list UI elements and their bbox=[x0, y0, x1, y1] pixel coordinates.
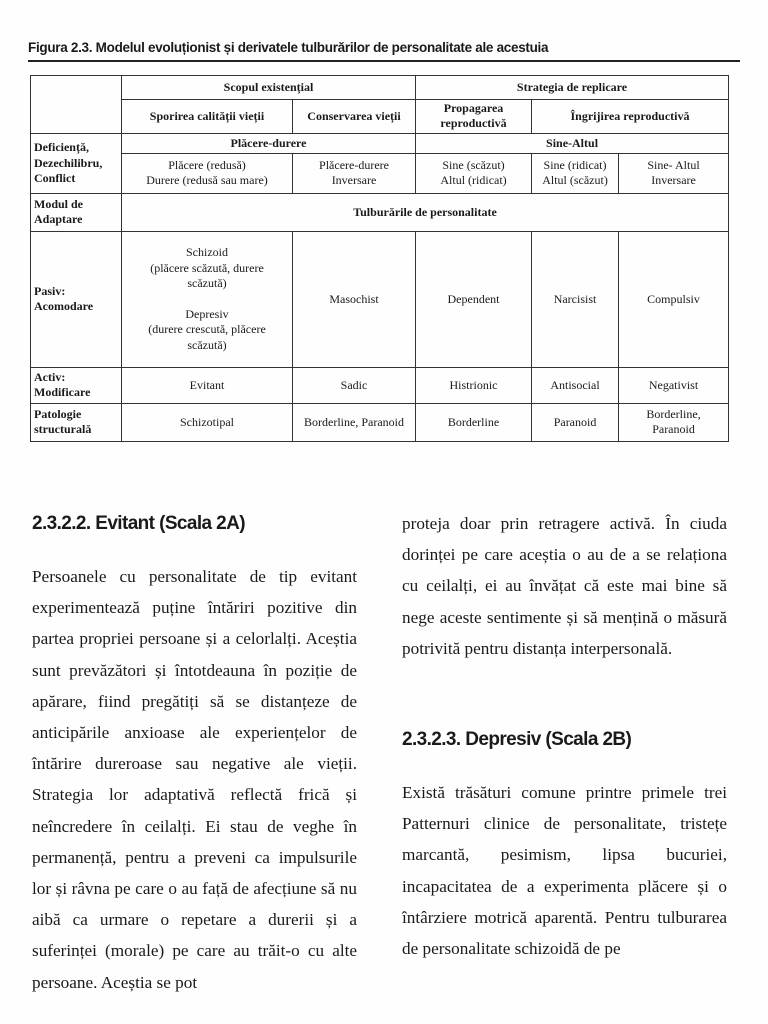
row-label-activ: Activ: Modificare bbox=[31, 367, 122, 403]
cell-pasiv-2: Masochist bbox=[293, 231, 416, 367]
subheader-sporirea: Sporirea calității vieții bbox=[122, 100, 293, 134]
cell-deficienta-4: Sine (ridicat) Altul (scăzut) bbox=[532, 153, 619, 193]
right-column bbox=[402, 508, 727, 964]
row-label-deficienta: Deficiență, Dezechilibru, Conflict bbox=[31, 133, 122, 193]
cell-activ-4: Antisocial bbox=[532, 367, 619, 403]
cell-patologie-2: Borderline, Paranoid bbox=[293, 403, 416, 441]
cell-activ-5: Negativist bbox=[619, 367, 729, 403]
group-placere-durere: Plăcere-durere bbox=[122, 133, 416, 153]
cell-deficienta-3: Sine (scăzut) Altul (ridicat) bbox=[416, 153, 532, 193]
evolutionary-model-table bbox=[30, 75, 729, 442]
span-tulburarile: Tulburările de personalitate bbox=[122, 193, 729, 231]
cell-patologie-3: Borderline bbox=[416, 403, 532, 441]
paragraph-evitant-continuation: proteja doar prin retragere activă. În ciuda dorinței pe care aceștia o au de a se relaționa cu ceilalți, ei au învățat că este mai bine să nege aceste sentimente și să mențină o măsură potrivită pentru distanța interpersonală. bbox=[402, 514, 727, 658]
header-scopul-existential: Scopul existențial bbox=[122, 76, 416, 100]
cell-pasiv-4: Narcisist bbox=[532, 231, 619, 367]
subheader-propagarea: Propagarea reproductivă bbox=[416, 100, 532, 134]
cell-pasiv-3: Dependent bbox=[416, 231, 532, 367]
cell-pasiv-1: Schizoid (plăcere scăzută, durere scăzută) Depresiv (durere crescută, plăcere scăzută) bbox=[122, 231, 293, 367]
subheader-conservarea: Conservarea vieții bbox=[293, 100, 416, 134]
paragraph-evitant: Persoanele cu personalitate de tip evitant experimentează puține întăriri pozitive din partea propriei persoane și a celorlalți. Aceștia sunt prevăzători și întotdeauna în poziție de apărare, fiind pregătiți să se distanțeze de anticipările anxioase ale experiențelor de întărire dureroase sau negative ale vieții. Strategia lor adaptativă reflectă frică și neîncredere în ceilalți. Ei stau de veghe în permanență, pentru a preveni ca impulsurile lor și râvna pe care o au față de afecțiune să nu aibă ca urmare o repetare a durerii și a suferinței (morale) pe care au trăit-o cu alte persoane. Aceștia se pot bbox=[32, 567, 357, 992]
cell-activ-3: Histrionic bbox=[416, 367, 532, 403]
section-heading-evitant: 2.3.2.2. Evitant (Scala 2A) bbox=[32, 513, 245, 534]
cell-deficienta-5: Sine- Altul Inversare bbox=[619, 153, 729, 193]
cell-activ-1: Evitant bbox=[122, 367, 293, 403]
paragraph-depresiv: Există trăsături comune printre primele trei Patternuri clinice de personalitate, tristețe marcantă, pesimism, lipsa bucuriei, incapacitatea de a experimenta plăcere și o întârziere motrică aparentă. Pentru tulburarea de personalitate schizoidă de pe bbox=[402, 783, 727, 959]
cell-deficienta-1: Plăcere (redusă) Durere (redusă sau mare) bbox=[122, 153, 293, 193]
cell-deficienta-2: Plăcere-durere Inversare bbox=[293, 153, 416, 193]
section-heading-depresiv: 2.3.2.3. Depresiv (Scala 2B) bbox=[402, 729, 632, 751]
figure-caption: Figura 2.3. Modelul evoluționist și derivatele tulburărilor de personalitate ale acestuia bbox=[28, 40, 740, 62]
header-strategia-de-replicare: Strategia de replicare bbox=[416, 76, 729, 100]
cell-activ-2: Sadic bbox=[293, 367, 416, 403]
group-sine-altul: Sine-Altul bbox=[416, 133, 729, 153]
cell-pasiv-5: Compulsiv bbox=[619, 231, 729, 367]
subheader-ingrijirea: Îngrijirea reproductivă bbox=[532, 100, 729, 134]
cell-patologie-4: Paranoid bbox=[532, 403, 619, 441]
cell-patologie-1: Schizotipal bbox=[122, 403, 293, 441]
cell-patologie-5: Borderline, Paranoid bbox=[619, 403, 729, 441]
left-column bbox=[32, 508, 357, 998]
row-label-pasiv: Pasiv: Acomodare bbox=[31, 231, 122, 367]
corner-cell bbox=[31, 76, 122, 134]
row-label-modul: Modul de Adaptare bbox=[31, 193, 122, 231]
row-label-patologie: Patologie structurală bbox=[31, 403, 122, 441]
